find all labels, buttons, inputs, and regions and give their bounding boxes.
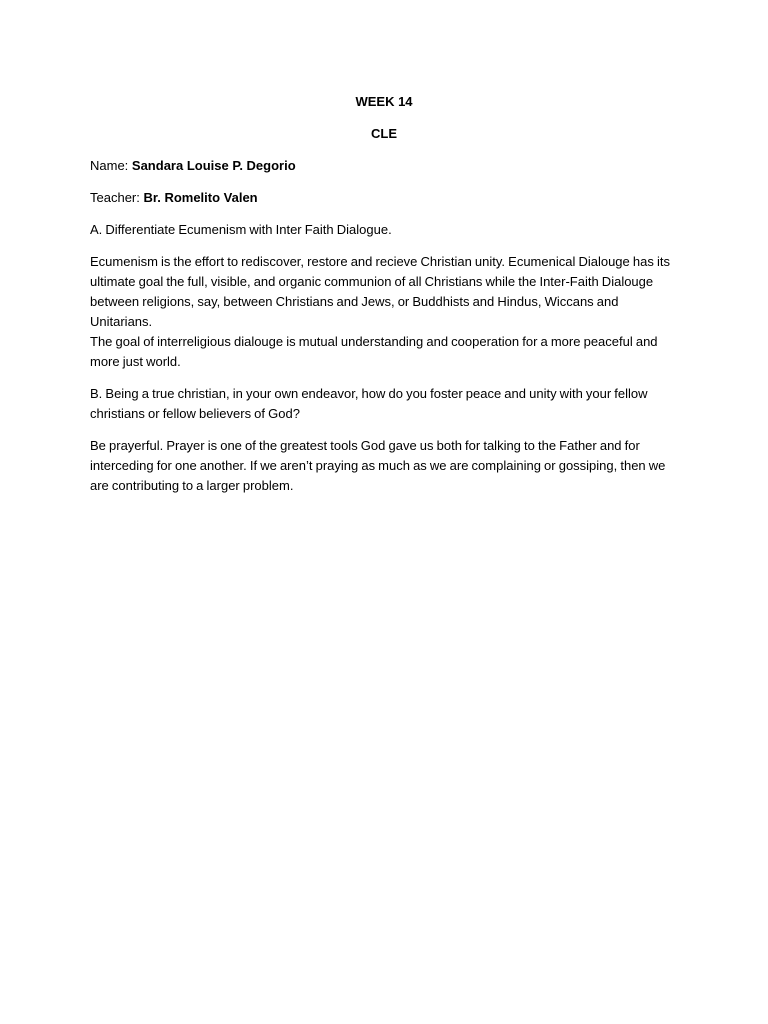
answer-b-line: are contributing to a larger problem. [90, 478, 294, 493]
teacher-name: Br. Romelito Valen [143, 190, 258, 205]
answer-a-line: between religions, say, between Christians and Jews, or Buddhists and Hindus, Wiccans and Unitarians. [90, 294, 619, 329]
name-label: Name: [90, 158, 132, 173]
answer-a-line: The goal of interreligious dialouge is mutual understanding and cooperation for a more peaceful and [90, 334, 658, 349]
name-line [90, 156, 680, 176]
question-b-line: christians or fellow believers of God? [90, 406, 300, 421]
student-name: Sandara Louise P. Degorio [131, 158, 296, 173]
answer-a-line: more just world. [90, 354, 181, 369]
document-body [90, 92, 680, 508]
question-b-line: B. Being a true christian, in your own endeavor, how do you foster peace and unity with your fellow [90, 386, 648, 401]
answer-b-line: Be prayerful. Prayer is one of the greatest tools God gave us both for talking to the Father and for [90, 438, 640, 453]
answer-b-line: interceding for one another. If we aren’t praying as much as we are complaining or gossiping, then we [90, 458, 666, 473]
teacher-line [90, 188, 680, 208]
subject-heading: CLE [371, 126, 397, 141]
question-b [90, 384, 680, 424]
answer-a-line: Ecumenism is the effort to rediscover, restore and recieve Christian unity. Ecumenical Dialouge has its [90, 254, 670, 269]
answer-a [90, 252, 680, 372]
answer-b [90, 436, 680, 496]
answer-a-line: ultimate goal the full, visible, and organic communion of all Christians while the Inter-Faith Dialouge [90, 274, 654, 289]
week-heading: WEEK 14 [355, 94, 413, 109]
question-a: A. Differentiate Ecumenism with Inter Faith Dialogue. [90, 222, 392, 237]
teacher-label: Teacher: [90, 190, 144, 205]
